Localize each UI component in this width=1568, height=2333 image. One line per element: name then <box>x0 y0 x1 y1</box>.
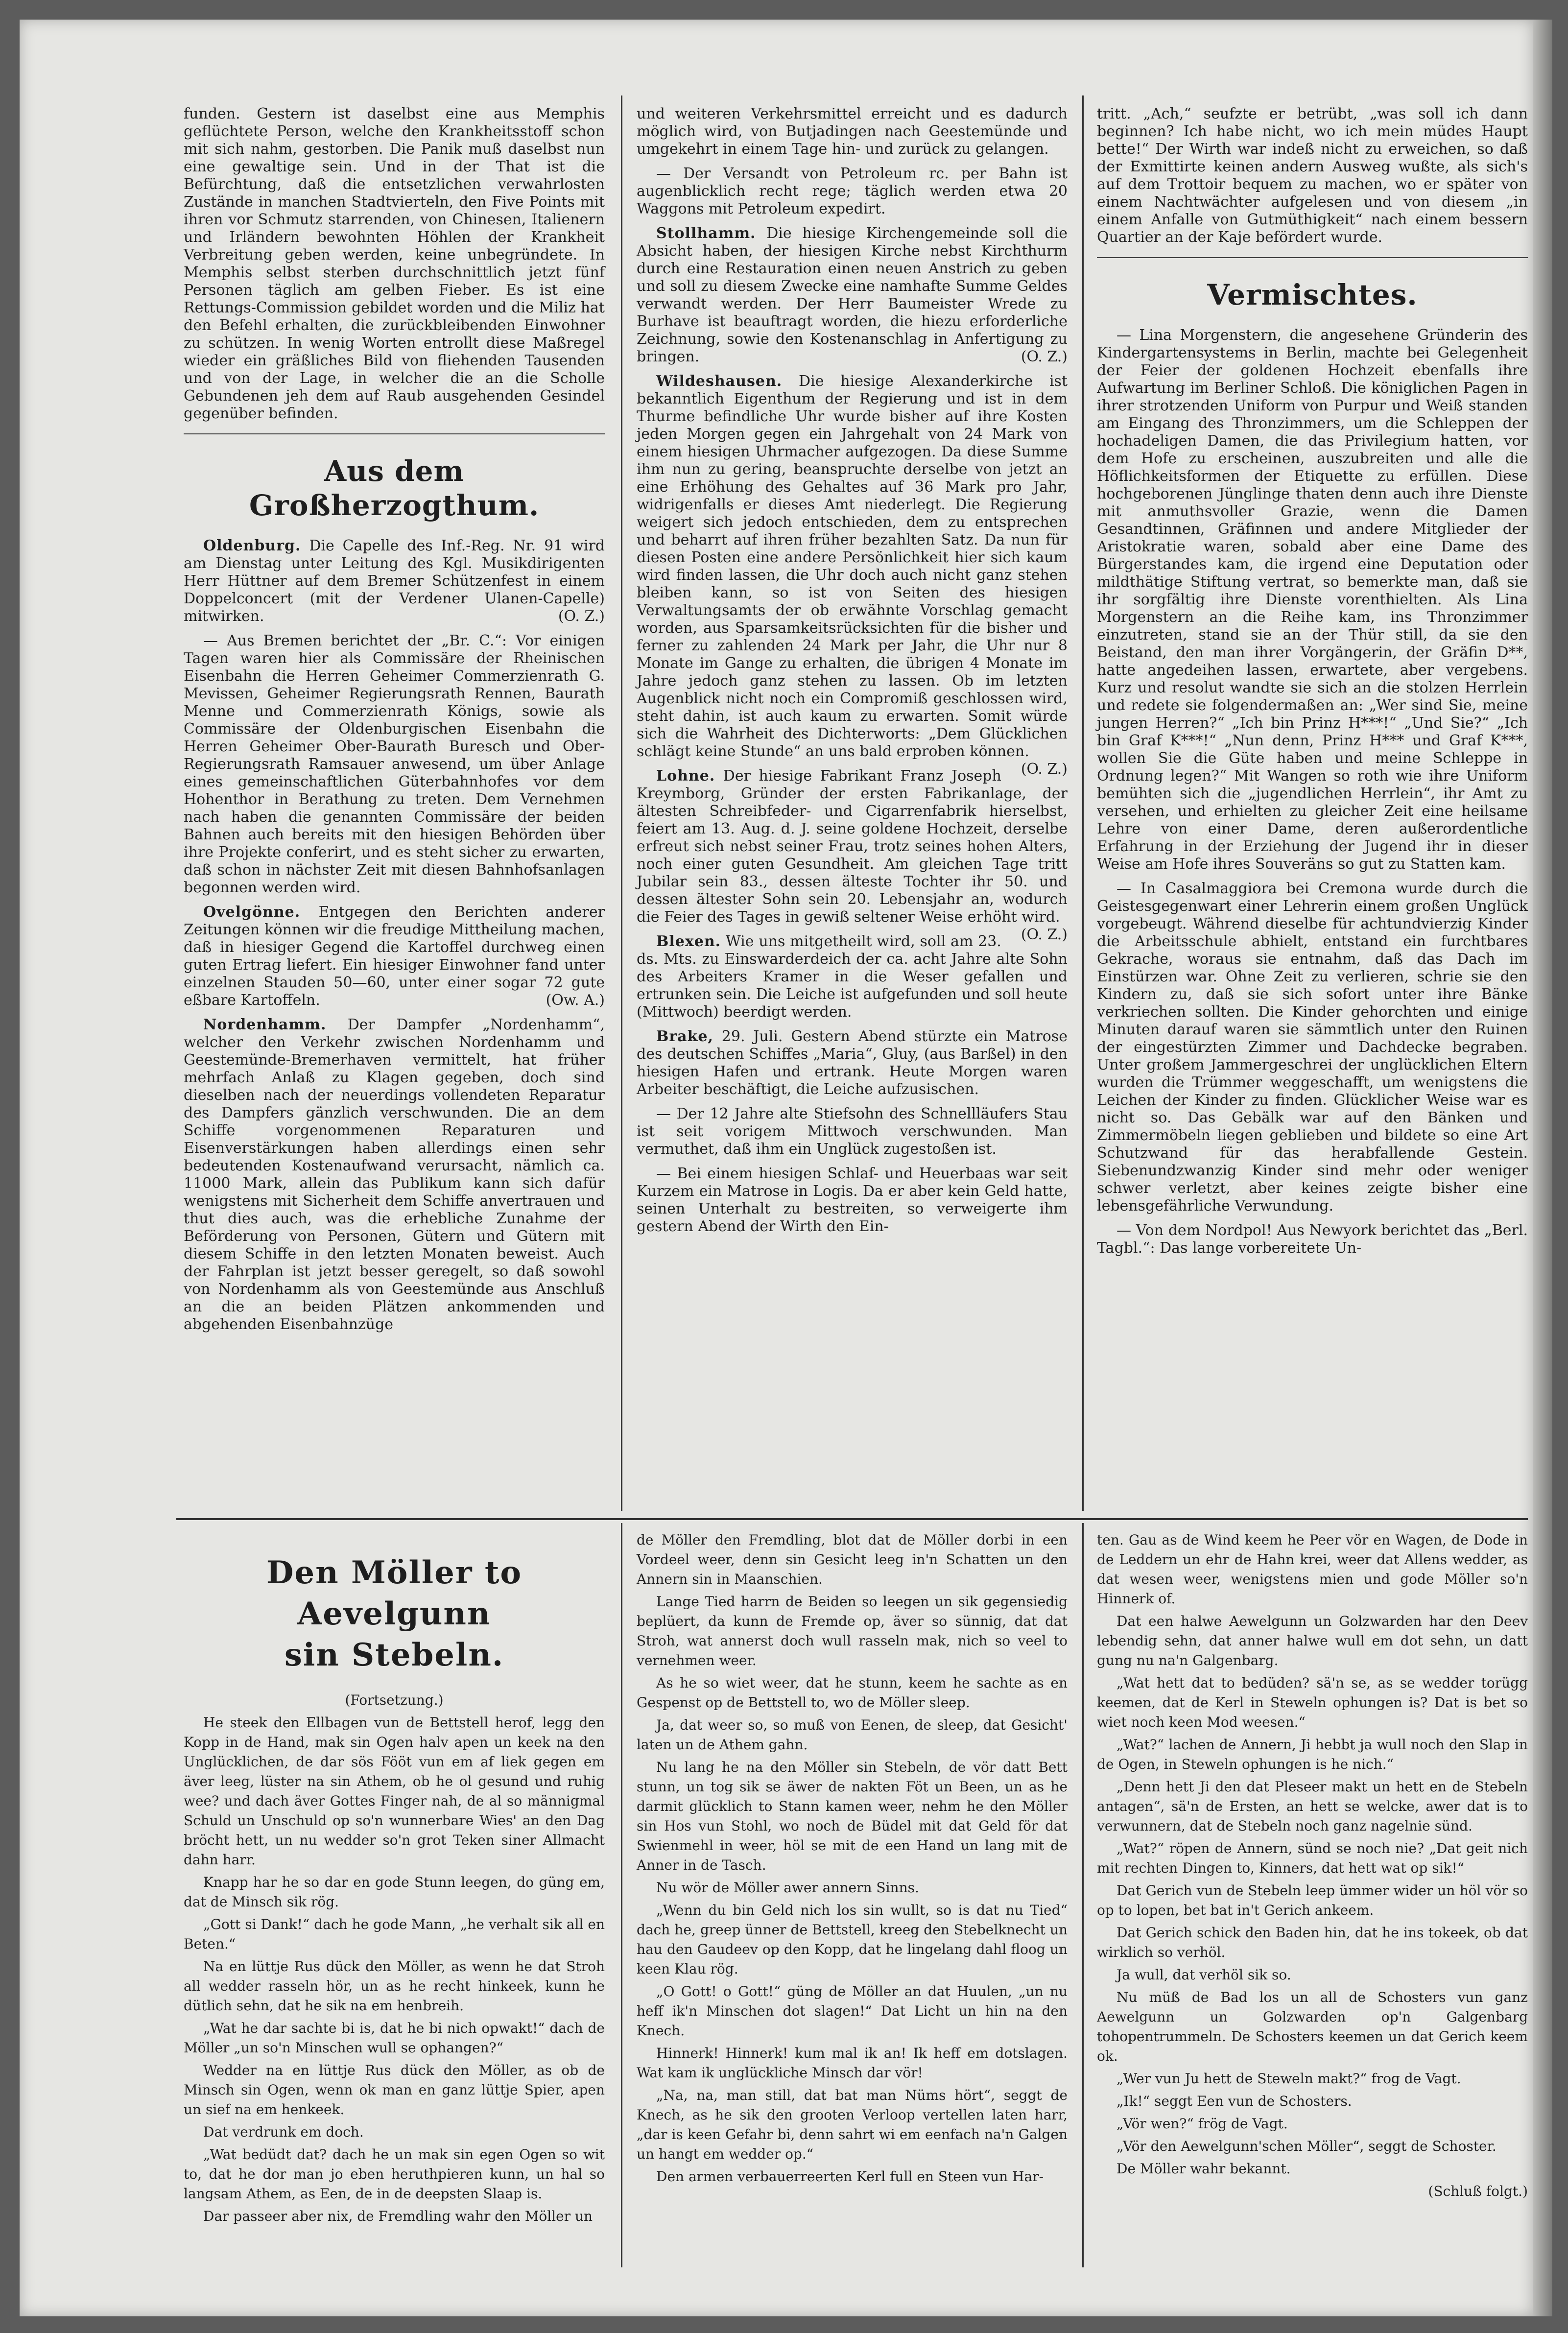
article-stollhamm <box>637 225 1068 366</box>
serial-column-2 <box>637 1530 1068 2190</box>
serial-paragraph: De Möller wahr bekannt. <box>1117 2161 1291 2177</box>
serial-paragraph: „Na, na, man still, dat bat man Nüms hört“, seggt de Knech, as he sik den grooten Verloop vertellen laten harr, „dar is keen Gefahr bi, denn sahrt wi em eenfach na'n Galgen un hangt em wedder op.“ <box>637 2087 1068 2162</box>
place-nordenhamm: Nordenhamm. <box>203 1016 327 1033</box>
serial-paragraph: Dat verdrunk em doch. <box>203 2124 364 2140</box>
wildeshausen-source: (O. Z.) <box>1021 761 1068 778</box>
serial-paragraph: Knapp har he so dar en gode Stunn leegen, do güng em, dat de Minsch sik rög. <box>184 1874 605 1910</box>
section-rule <box>184 433 605 434</box>
ovelgoenne-source: (Ow. A.) <box>546 992 605 1009</box>
fever-report: funden. Gestern ist daselbst eine aus Memphis geflüchtete Person, welche den Krankheitsstoff schon mit sich nahm, gestorben. Die Panik muß daselbst nun eine gewaltige sein. Und in der That ist die Befürchtung, daß die entsetzlichen verwahrlosten Zustände in manchen Stadtvierteln, den Five Points mit ihren vor Schmutz starrenden, von Chinesen, Italienern und Irländern bewohnten Höhlen der Krankheit Verbreitung geben werden, keine unbegründete. In Memphis selbst sterben durchschnittlich jetzt fünf Personen täglich am gelben Fieber. Es ist eine Rettungs-Commission gebildet worden und die Miliz hat den Befehl erhalten, die zurückbleibenden Einwohner zu schützen. In wenig Worten entrollt diese Maßregel wieder ein gräßliches Bild von fliehenden Tausenden und von der Lage, in welcher die an die Scholle Gebundenen jeh dem auf Raub ausgehenden Gesindel gegenüber befinden. <box>184 105 605 422</box>
serial-rule-2 <box>1082 1523 1084 2267</box>
brake-text: 29. Juli. Gestern Abend stürzte ein Matrose des deutschen Schiffes „Maria“, Gluy, (aus Barßel) in den hiesigen Hafen und ertrank. Heute Morgen waren Arbeiter beschäftigt, die Leiche aufzusischen. <box>637 1028 1068 1098</box>
section-heading-grossherzogthum: Aus dem Großherzogthum. <box>249 454 540 522</box>
oldenburg-text: Die Capelle des Inf.-Reg. Nr. 91 wird am Dienstag unter Leitung des Kgl. Musikdirigenten Herr Hüttner auf dem Bremer Schützenfest in einem Doppelconcert (mit der Verdener Ulanen-Capelle) mitwirken. <box>184 537 605 625</box>
article-blexen <box>637 933 1068 1021</box>
nordenhamm-text: Der Dampfer „Nordenhamm“, welcher den Verkehr zwischen Nordenhamm und Geestemünde-Bremerhaven vermittelt, hat früher mehrfach Anlaß zu Klagen gegeben, doch sind dieselben nach der neuerdings vollendeten Reparatur des Dampfers gänzlich verschwunden. Die an dem Schiffe vorgenommenen Reparaturen und Eisenverstärkungen haben allerdings einen sehr bedeutenden Kostenaufwand verursacht, nämlich ca. 11000 Mark, allein das Publikum kann sich dafür wenigstens mit Sicherheit dem Schiffe anvertrauen und thut dies auch, was die erhebliche Zunahme der Beförderung von Personen, Gütern und Gütern mit diesem Schiffe in den letzten Monaten beweist. Auch der Fahrplan ist jetzt besser geregelt, so daß sowohl von Nordenhamm als von Geestemünde aus Anschluß an die an beiden Plätzen ankommenden und abgehenden Eisenbahnzüge <box>184 1016 605 1333</box>
serial-title-line-2: sin Stebeln. <box>284 1637 504 1673</box>
article-bremen: — Aus Bremen berichtet der „Br. C.“: Vor einigen Tagen waren hier als Commissäre der Rheinischen Eisenbahn die Herren Geheimer Commerzienrath G. Mevissen, Geheimer Regierungsrath Rennen, Baurath Menne und Commerzienrath Königs, sowie als Commissäre der Oldenburgischen Eisenbahn die Herren Geheimer Ober-Baurath Buresch und Ober-Regierungsrath Ramsauer anwesend, um über Anlage eines gemeinschaftlichen Güterbahnhofes vor dem Hohenthor in Berathung zu treten. Dem Vernehmen nach haben die genannten Commissäre der beiden Bahnen auch bereits mit den hiesigen Behörden über ihre Projekte conferirt, und es steht sicher zu erwarten, daß schon in nächster Zeit mit diesen Bahnhofsanlagen begonnen werden wird. <box>184 632 605 896</box>
page-edge <box>1533 20 1552 2316</box>
serial-paragraph: Wedder na en lüttje Rus dück den Möller, as ob de Minsch sin Ogen, wenn ok man en ganz lüttje Spier, apen un sief na em henkeek. <box>184 2062 605 2118</box>
wildeshausen-text: Die hiesige Alexanderkirche ist bekanntlich Eigenthum der Regierung und ist in dem Thurme befindliche Uhr wurde bisher auf ihre Kosten jeden Morgen gegen ein Jahrgehalt von 24 Mark von einem hiesigen Uhrmacher aufgezogen. Da diese Summe ihm nun zu gering, beanspruchte derselbe von jetzt an eine Erhöhung des Gehaltes auf 36 Mark pro Jahr, widrigenfalls er dieses Amt niederlegt. Die Regierung weigert sich jedoch entschieden, dem zu entsprechen und beharrt auf ihren früher bezahlten Satz. Da nun für diesen Posten eine andere Persönlichkeit hier sich kaum wird finden lassen, die Uhr doch auch nicht ganz stehen bleiben kann, so ist von Seiten des hiesigen Verwaltungsamts der ob erwähnte Vorschlag gemacht worden, aus Sparsamkeitsrücksichten für die bisher und ferner zu zahlenden 24 Mark per Jahr, die Uhr nur 8 Monate im Gange zu erhalten, die übrigen 4 Monate im Jahre jedoch ganz stehen zu lassen. Ob im letzten Augenblick nicht noch ein Compromiß geschlossen wird, steht dahin, ist auch kaum zu erwarten. Somit würde sich die Wahrheit des Dichterworts: „Dem Glücklichen schlägt keine Stunde“ an uns bald erproben können. <box>637 373 1068 760</box>
serial-paragraph: „Wat bedüdt dat? dach he un mak sin egen Ogen so wit to, dat he dor man jo eben heruthpieren kunn, un hal so langsam Athem, as Een, de in de deepsten Slaap is. <box>184 2146 605 2202</box>
serial-divider-rule <box>176 1518 1528 1520</box>
serial-paragraph: Nu müß de Bad los un all de Schosters vun ganz Aewelgunn un Golzwarden op'n Galgenbarg tohopentrummeln. De Schosters keemen un dat Gerich keem ok. <box>1097 1989 1528 2064</box>
column-rule-1 <box>621 95 622 1511</box>
serial-paragraph: As he so wiet weer, dat he stunn, keem he sachte as en Gespenst op de Bettstell to, wo de Möller sleep. <box>637 1675 1068 1711</box>
serial-column-1 <box>184 1538 605 2229</box>
serial-paragraph: de Möller den Fremdling, blot dat de Möller dorbi in een Vordeel weer, denn sin Gesicht leeg in'n Schatten un den Annern sin in Maanschien. <box>637 1532 1068 1587</box>
serial-paragraph: „Wat?“ röpen de Annern, sünd se noch nie? „Dat geit nich mit rechten Dingen to, Kinners, dat hett wat op sik!“ <box>1097 1840 1528 1876</box>
serial-title-line-1: Den Möller to Aevelgunn <box>266 1554 523 1632</box>
article-brake <box>637 1028 1068 1098</box>
serial-paragraph: Na en lüttje Rus dück den Möller, as wenn he dat Stroh all wedder rasseln hör, un as he recht hinkeek, kunn he dütlich sehn, dat he sik na em henbreih. <box>184 1958 605 2014</box>
place-stollhamm: Stollhamm. <box>656 225 756 242</box>
stollhamm-text: Die hiesige Kirchengemeinde soll die Absicht haben, der hiesigen Kirche nebst Kirchthurm durch eine Restauration einen neuen Anstrich zu geben und soll zu diesem Zwecke eine namhafte Summe Geldes verwandt werden. Der Herr Baumeister Wrede zu Burhave ist beauftragt worden, die hiezu erforderliche Zeichnung, sowie den Kostenanschlag in Anfertigung zu bringen. <box>637 225 1068 365</box>
serial-paragraph: „Ik!“ seggt Een vun de Schosters. <box>1117 2093 1352 2109</box>
serial-rule-1 <box>621 1523 622 2267</box>
serial-paragraph: „Vör den Aewelgunn'schen Möller“, seggt de Schoster. <box>1117 2138 1497 2154</box>
article-sailor-lodging: — Bei einem hiesigen Schlaf- und Heuerbaas war seit Kurzem ein Matrose in Logis. Da er aber kein Geld hatte, seinen Unterhalt zu bestreiten, so verweigerte ihm gestern Abend der Wirth den Ein- <box>637 1165 1068 1235</box>
place-lohne: Lohne. <box>656 767 715 785</box>
column-2 <box>637 105 1068 1242</box>
place-brake: Brake, <box>656 1028 713 1045</box>
serial-paragraph: „Vör wen?“ frög de Vagt. <box>1117 2116 1288 2132</box>
serial-paragraph: „Wat hett dat to bedüden? sä'n se, as se wedder torügg keemen, dat de Kerl in Steweln ophungen is? Dat is bet so wiet noch keen Mod weesen.“ <box>1097 1675 1528 1730</box>
section-rule-3 <box>1097 257 1528 258</box>
serial-paragraph: ten. Gau as de Wind keem he Peer vör en Wagen, de Dode in de Leddern un ehr de Hahn krei, weer dat Allens wedder, as dat wesen weer, wenigstens mien und gode Möller so'n Hinnerk of. <box>1097 1532 1528 1607</box>
serial-end-note: (Schluß folgt.) <box>1428 2183 1528 2199</box>
column-1 <box>184 105 605 1340</box>
serial-paragraph: „Gott si Dank!“ dach he gode Mann, „he verhalt sik all en Beten.“ <box>184 1916 605 1952</box>
serial-paragraph: „Wat he dar sachte bi is, dat he bi nich opwakt!“ dach de Möller „un so'n Minschen wull se ophangen?“ <box>184 2020 605 2056</box>
lohne-text: Der hiesige Fabrikant Franz Joseph Kreymborg, Gründer der ersten Fabrikanlage, der ältesten Schreibfeder- und Cigarrenfabrik hierselbst, feiert am 13. Aug. d. J. seine goldene Hochzeit, derselbe erfreut sich nebst seiner Frau, trotz seines hohen Alters, noch einer guten Gesundheit. Am gleichen Tage tritt Jubilar sein 83., dessen älteste Tochter ihr 50. und dessen ältester Sohn sein 20. Lebensjahr an, wodurch die Feier des Tages in gewiß seltener Weise erhöht wird. <box>637 767 1068 926</box>
serial-paragraph: „O Gott! o Gott!“ güng de Möller an dat Huulen, „un nu heff ik'n Minschen dot slagen!“ Dat Licht un hin na den Knech. <box>637 1983 1068 2039</box>
column-3 <box>1097 105 1528 1264</box>
column-rule-2 <box>1082 95 1084 1511</box>
serial-paragraph: Dat Gerich vun de Stebeln leep ümmer wider un höl vör so op to lopen, bet bat in't Gerich ankeem. <box>1097 1882 1528 1918</box>
transport-continuation: und weiteren Verkehrsmittel erreicht und es dadurch möglich wird, von Butjadingen nach Geestemünde und umgekehrt in einem Tage hin- und zurück zu gelangen. <box>637 105 1068 158</box>
serial-paragraph: Lange Tied harrn de Beiden so leegen un sik gegensiedig beplüert, da kunn de Fremde op, äver so sünnig, dat dat Stroh, wat annerst doch wull rasseln mak, nich so veel to vernehmen weer. <box>637 1594 1068 1668</box>
ovelgoenne-text: Entgegen den Berichten anderer Zeitungen können wir die freudige Mittheilung machen, daß in hiesiger Gegend die Kartoffel durchweg einen guten Ertrag liefert. Ein hiesiger Einwohner fand unter einzelnen Stauden 50—60, unter einer sogar 72 gute eßbare Kartoffeln. <box>184 904 605 1009</box>
serial-paragraph: Dat Gerich schick den Baden hin, dat he ins tokeek, ob dat wirklich so verhöl. <box>1097 1925 1528 1960</box>
article-casalmaggiora: — In Casalmaggiora bei Cremona wurde durch die Geistesgegenwart einer Lehrerin einem großen Unglück vorgebeugt. Während dieselbe für achtundvierzig Kinder die Arbeitsschule abhielt, entstand ein furchtbares Gekrache, woraus sie entnahm, daß das Dach im Einstürzen war. Ohne Zeit zu verlieren, schrie sie den Kindern zu, daß sie sich sofort unter ihre Bänke verkriechen sollten. Die Kinder gehorchten und einige Minuten darauf waren sie sämmtlich unter den Ruinen der eingestürzten Zimmer und Dachdecke begraben. Unter großem Jammergeschrei der unglücklichen Eltern wurden die Trümmer weggeschafft, um wenigstens die Leichen der Kinder zu finden. Glücklicher Weise war es nicht so. Das Gebälk war auf den Bänken und Zimmermöbeln liegen geblieben und bildete so eine Art Schutzwand für das herabfallende Gestein. Siebenundzwanzig Kinder sind mehr oder weniger schwer verletzt, aber keines zeigte bisher eine lebensgefährliche Verwundung. <box>1097 880 1528 1214</box>
serial-paragraph: Nu lang he na den Möller sin Stebeln, de vör datt Bett stunn, un tog sik se äwer de nakten Föt un Been, un as he darmit glücklich to Stann kamen weer, nehm he den Möller sin Hos vun Stohl, wo noch de Büdel mit dat Geld för dat Swienmehl in weer, höl se mit de een Hand un lang mit de Anner in de Tasch. <box>637 1759 1068 1873</box>
serial-paragraph: „Denn hett Ji den dat Pleseer makt un hett en de Stebeln antagen“, sä'n de Ersten, an hett se welcke, awer dat is to verwunnern, dat de Stebeln noch ganz nagelnie sünd. <box>1097 1779 1528 1834</box>
serial-paragraph: He steek den Ellbagen vun de Bettstell herof, legg den Kopp in de Hand, mak sin Ogen halv apen un keek na den Unglücklichen, de dar sös Fööt vun em af liek gegen em äver leeg, lüster na sin Athem, ob he ol gesund und ruhig wee? und dach äver Gottes Finger nah, de al so männigmal Schuld un Unschuld op so'n wunnerbare Wies' an den Dag bröcht hett, un nu wedder so'n grot Teken siner Allmacht dahn harr. <box>184 1714 605 1868</box>
place-wildeshausen: Wildeshausen. <box>656 373 783 390</box>
serial-paragraph: Ja wull, dat verhöl sik so. <box>1117 1967 1291 1983</box>
oldenburg-source: (O. Z.) <box>558 608 605 625</box>
place-ovelgoenne: Ovelgönne. <box>203 904 301 921</box>
blexen-text: Wie uns mitgetheilt wird, soll am 23. ds. Mts. zu Einswarderdeich der ca. acht Jahre alte Sohn des Arbeiters Kramer in die Weser gefallen und ertrunken sein. Die Leiche ist aufgefunden und soll heute (Mittwoch) beerdigt werden. <box>637 933 1068 1021</box>
article-morgenstern: — Lina Morgenstern, die angesehene Gründerin des Kindergartensystems in Berlin, machte bei Gelegenheit der Feier der goldenen Hochzeit ebenfalls ihre Aufwartung im Berliner Schloß. Die königlichen Pagen in ihrer strotzenden Uniform von Purpur und Weiß standen am Eingang des Thronzimmers, um die Schleppen der hochadeligen Damen, die das Privilegium hatten, vor dem Hofe zu erscheinen, auszubreiten und alle die Höflichkeitsformen der Etiquette zu erfüllen. Diese hochgeborenen Jünglinge thaten denn auch ihre Dienste mit anmuthsvoller Grazie, wenn die Damen Gesandtinnen, Gräfinnen und andere Mitglieder der Aristokratie waren, sobald aber eine Dame des Bürgerstandes kam, die irgend eine Deputation oder mildthätige Stiftung vertrat, so bemerkte man, daß sie ihr sorgfältig ihre Dienste vorenthielten. Als Lina Morgenstern an die Reihe kam, ins Thronzimmer einzutreten, stand sie an der Thür still, da sie den Beistand, den man ihrer Vorgängerin, der Gräfin D**, hatte angedeihen lassen, erwartete, aber vergebens. Kurz und resolut wandte sie sich an die stolzen Herrlein und redete sie folgendermaßen an: „Wer sind Sie, meine jungen Herren?“ „Ich bin Prinz H***!“ „Und Sie?“ „Ich bin Graf K***!“ „Nun denn, Prinz H*** und Graf K***, wollen Sie die Güte haben und meine Schleppe in Ordnung legen?“ Mit Wangen so roth wie ihre Uniform bemühten sich die „jugendlichen Herrlein“, ihr Amt zu versehen, und erhielten zu gleicher Zeit eine heilsame Lehre von einer Dame, deren außerordentliche Erfahrung in der Erziehung der Jugend ihr in dieser Weise am Hofe ihres Souveräns so gut zu Statten kam. <box>1097 327 1528 873</box>
article-ovelgoenne <box>184 904 605 1009</box>
article-nordenhamm <box>184 1016 605 1333</box>
article-nordpol: — Von dem Nordpol! Aus Newyork berichtet das „Berl. Tagbl.“: Das lange vorbereitete Un- <box>1097 1222 1528 1257</box>
serial-paragraph: Hinnerk! Hinnerk! kum mal ik an! Ik heff em dotslagen. Wat kam ik unglückliche Minsch dar vör! <box>637 2045 1068 2081</box>
serial-title <box>184 1552 605 1676</box>
serial-column-3 <box>1097 1530 1528 2204</box>
serial-paragraph: Den armen verbauerreerten Kerl full en Steen vun Har- <box>656 2168 1044 2185</box>
serial-paragraph: „Wer vun Ju hett de Steweln makt?“ frog de Vagt. <box>1117 2071 1461 2087</box>
article-petroleum: — Der Versandt von Petroleum rc. per Bahn ist augenblicklich recht rege; täglich werden etwa 20 Waggons mit Petroleum expedirt. <box>637 165 1068 217</box>
place-blexen: Blexen. <box>656 933 721 950</box>
place-oldenburg: Oldenburg. <box>203 537 301 554</box>
serial-paragraph: Nu wör de Möller awer annern Sinns. <box>656 1880 919 1896</box>
serial-paragraph: Ja, dat weer so, so muß von Eenen, de sleep, dat Gesicht' laten un de Athem gahn. <box>637 1717 1068 1753</box>
serial-paragraph: „Wat?“ lachen de Annern, Ji hebbt ja wull noch den Slap in de Ogen, in Steweln ophungen is he nich.“ <box>1097 1737 1528 1772</box>
serial-paragraph: Dat een halwe Aewelgunn un Golzwarden har den Deev lebendig sehn, dat anner halwe wull em dot sehn, un datt gung nu na'n Galgenbarg. <box>1097 1613 1528 1668</box>
sailor-continuation: tritt. „Ach,“ seufzte er betrübt, „was soll ich dann beginnen? Ich habe nicht, wo ich mein müdes Haupt bette!“ Der Wirth war indeß nicht zu erweichen, so daß der Exmittirte keinen andern Ausweg wußte, als sich's auf dem Trottoir bequem zu machen, wo er später von einem Nachtwächter aufgelesen und von diesem „in einem Anfalle von Gutmüthigkeit“ nach einem bessern Quartier an der Kaje befördert wurde. <box>1097 105 1528 246</box>
lohne-source: (O. Z.) <box>1021 926 1068 943</box>
stollhamm-source: (O. Z.) <box>1021 348 1068 365</box>
serial-continuation-note: (Fortsetzung.) <box>345 1692 444 1708</box>
article-oldenburg <box>184 537 605 625</box>
serial-paragraph: Dar passeer aber nix, de Fremdling wahr den Möller un <box>203 2208 593 2224</box>
serial-paragraph: „Wenn du bin Geld nich los sin wullt, so is dat nu Tied“ dach he, greep ünner de Bettstell, kreeg den Stebelknecht un hau den Gaudeev op den Kopp, dat he lingelang dahl floog un keen Klau rög. <box>637 1902 1068 1977</box>
section-heading-vermischtes: Vermischtes. <box>1207 278 1418 311</box>
article-stau: — Der 12 Jahre alte Stiefsohn des Schnellläufers Stau ist seit vorigem Mittwoch verschwunden. Man vermuthet, daß ihm ein Unglück zugestoßen ist. <box>637 1105 1068 1158</box>
